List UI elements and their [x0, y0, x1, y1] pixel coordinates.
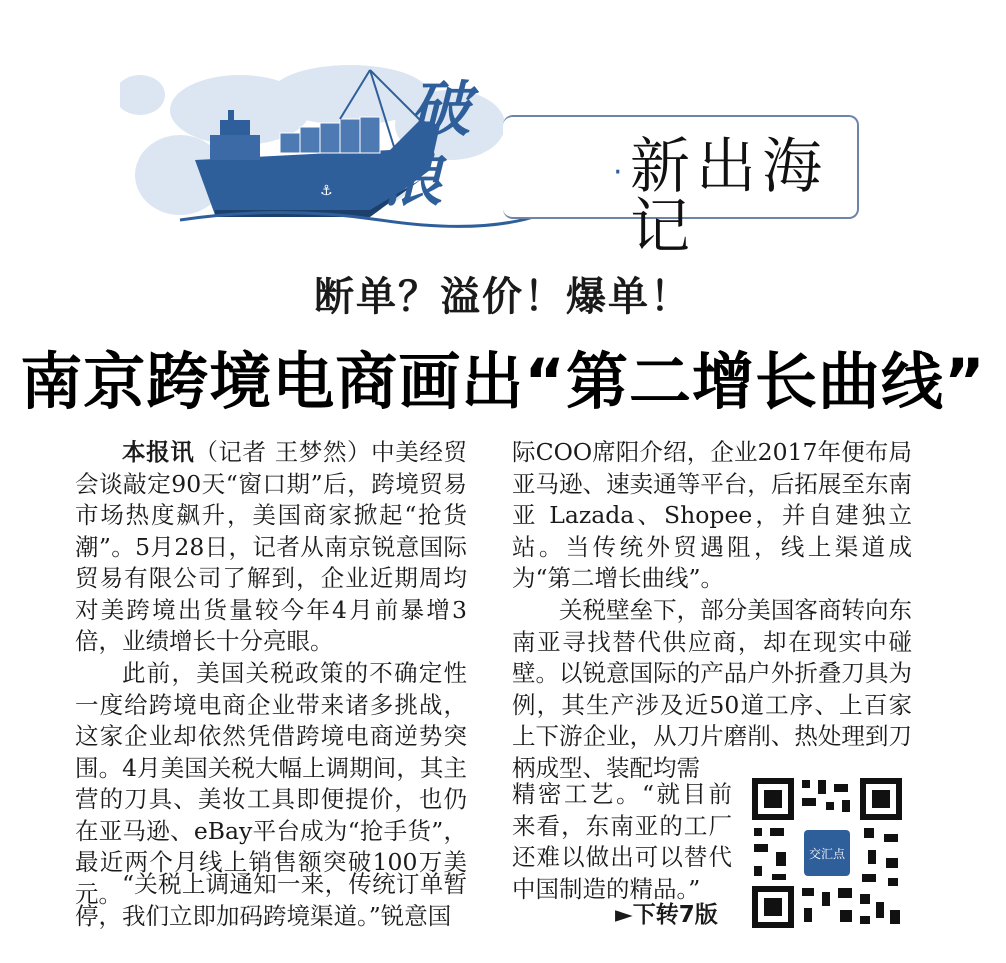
- qr-logo-label: 交汇点: [808, 847, 846, 861]
- lead-label: 本报讯: [122, 438, 195, 466]
- brand-char-lang: 浪: [382, 145, 442, 215]
- column-separator: ·: [613, 155, 623, 190]
- article-paragraph-4-end: 精密工艺。“就目前来看，东南亚的工厂还难以做出可以替代中国制造的精品。”: [512, 780, 732, 903]
- column-banner: [120, 55, 870, 262]
- article-paragraph-4: 关税壁垒下，部分美国客商转向东南亚寻找替代供应商，却在现实中碰壁。以锐意国际的产品户外折叠刀具为例，其生产涉及近50道工序、上百家上下游企业，从刀片磨削、热处理到刀柄成型、装配均需: [512, 596, 912, 782]
- article-paragraph-2: 此前，美国关税政策的不确定性一度给跨境电商企业带来诸多挑战，这家企业却依然凭借跨境电商逆势突围。4月美国关税大幅上调期间，其主营的刀具、美妆工具即便提价，也仍在亚马逊、eBay平台成为“抢手货”，最近两个月线上销售额突破100万美元。: [75, 659, 467, 908]
- main-headline: 南京跨境电商画出“第二增长曲线”: [20, 345, 986, 418]
- article-paragraph-3-start: “关税上调通知一来，传统订单暂停，我们立即加码跨境渠道。”锐意国: [75, 870, 467, 930]
- paragraph-1-body: （记者 王梦然）中美经贸会谈敲定90天“窗口期”后，跨境贸易市场热度飙升，美国商家掀起“抢货潮”。5月28日，记者从南京锐意国际贸易有限公司了解到，企业近期周均对美跨境出货量较今年4月前暴增3倍，业绩增长十分亮眼。: [75, 438, 467, 655]
- svg-text:⚓: ⚓: [320, 183, 333, 199]
- article-paragraph-1: [75, 437, 467, 658]
- column-name: 新出海记: [630, 132, 828, 262]
- brand-char-po: 破: [410, 75, 470, 145]
- qr-code[interactable]: [752, 778, 902, 928]
- article-paragraph-3-continued: 际COO席阳介绍，企业2017年便布局亚马逊、速卖通等平台，后拓展至东南亚 Lazada、Shopee，并自建独立站。当传统外贸遇阻，线上渠道成为“第二增长曲线”。: [512, 438, 912, 592]
- continued-on-page-7: ►下转7版: [615, 902, 718, 928]
- kicker-headline: 断单？溢价！爆单！: [314, 274, 692, 320]
